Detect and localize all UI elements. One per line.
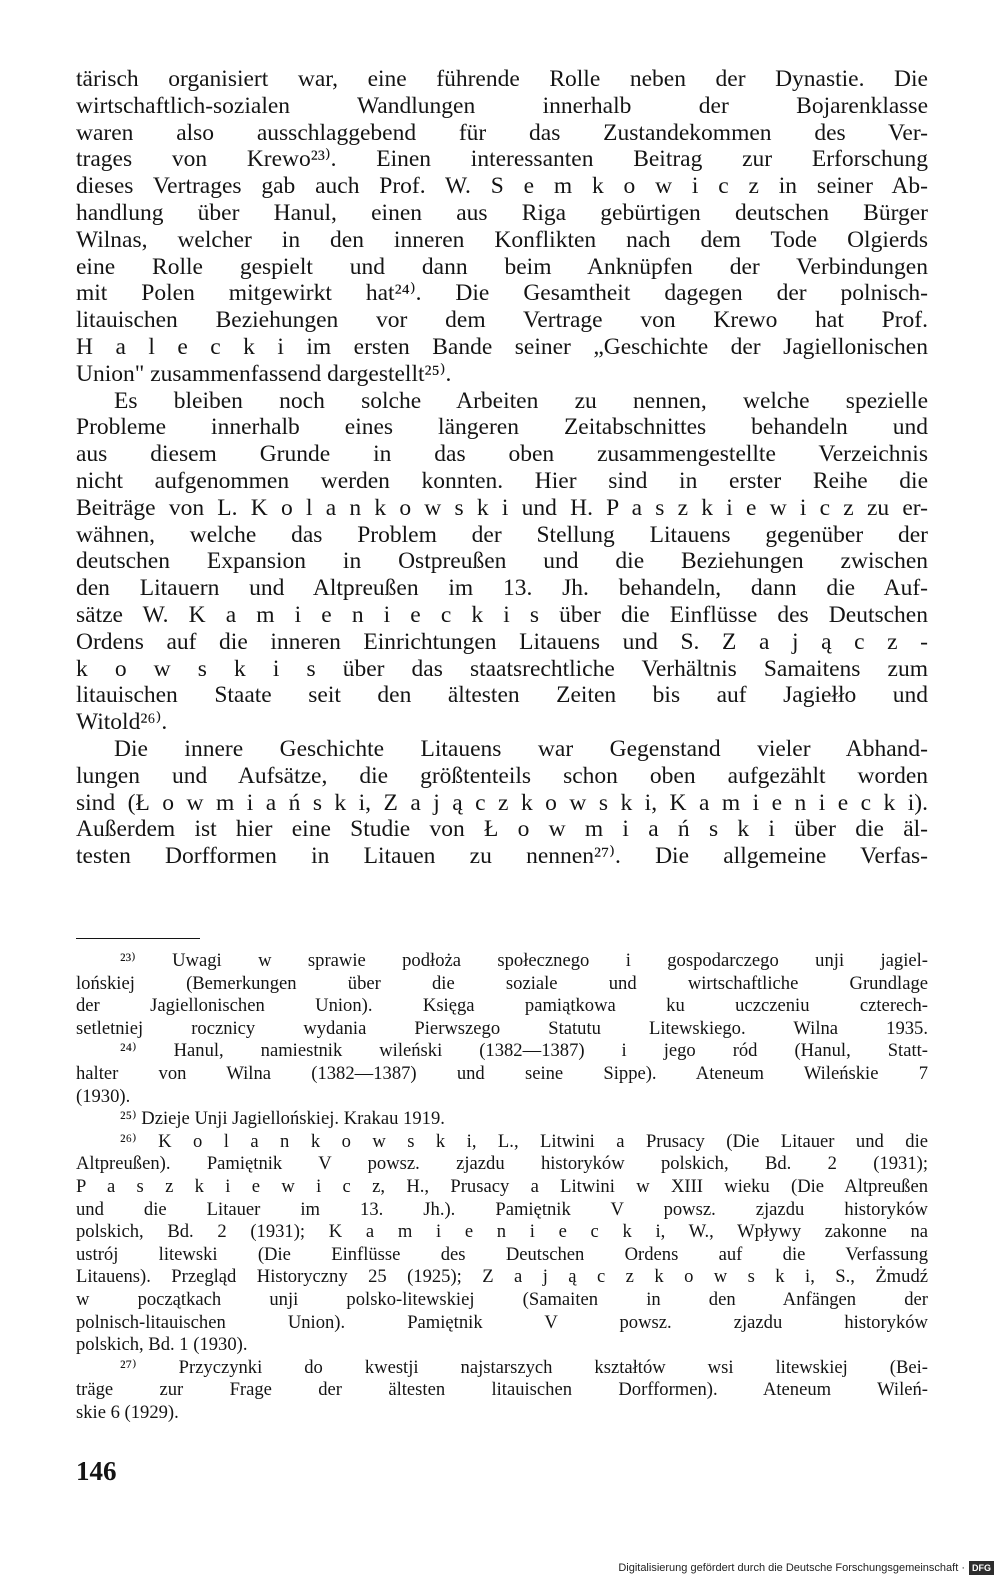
footnote-line: P a s z k i e w i c z, H., Prusacy a Litwini w XIII wieku (Die Altpreußen <box>76 1175 928 1197</box>
text-line: waren also ausschlaggebend für das Zustandekommen des Ver- <box>76 119 928 146</box>
text-line: Es bleiben noch solche Arbeiten zu nennen, welche spezielle <box>114 387 928 414</box>
digitization-credit-text: Digitalisierung gefördert durch die Deutsche Forschungsgemeinschaft · <box>618 1562 965 1574</box>
text-line: Wilnas, welcher in den inneren Konflikten nach dem Tode Olgierds <box>76 226 928 253</box>
text-line: sätze W. K a m i e n i e c k i s über die Einflüsse des Deutschen <box>76 601 928 628</box>
text-line: Außerdem ist hier eine Studie von Ł o w m i a ń s k i über die äl- <box>76 816 928 843</box>
footnote-line: halter von Wilna (1382—1387) und seine Sippe). Ateneum Wileńskie 7 <box>76 1062 928 1084</box>
text-line: sind (Ł o w m i a ń s k i, Z a j ą c z k o w s k i, K a m i e n i e c k i). <box>76 789 928 816</box>
footnote-line: polskich, Bd. 1 (1930). <box>76 1334 248 1356</box>
text-line: mit Polen mitgewirkt hat²⁴⁾. Die Gesamtheit dagegen der polnisch- <box>76 280 928 307</box>
footnote-line: ustrój litewski (Die Einflüsse des Deutschen Ordens auf die Verfassung <box>76 1243 928 1265</box>
text-line: Probleme innerhalb eines längeren Zeitabschnittes behandeln und <box>76 414 928 441</box>
footnote-line: ²⁷⁾ Przyczynki do kwestji najstarszych kształtów wsi litewskiej (Bei- <box>120 1356 928 1378</box>
text-line: Beiträge von L. K o l a n k o w s k i und H. P a s z k i e w i c z zu er- <box>76 494 928 521</box>
text-line: deutschen Expansion in Ostpreußen und die Beziehungen zwischen <box>76 548 928 575</box>
footnote-line: und die Litauer im 13. Jh.). Pamiętnik V powsz. zjazdu historyków <box>76 1198 928 1220</box>
footnotes <box>76 950 928 1424</box>
footnote-line: lońskiej (Bemerkungen über die soziale und wirtschaftliche Grundlage <box>76 972 928 994</box>
digitization-credit <box>618 1560 994 1576</box>
text-line: den Litauern und Altpreußen im 13. Jh. behandeln, dann die Auf- <box>76 575 928 602</box>
footnote-line: polnisch-litauischen Union). Pamiętnik V powsz. zjazdu historyków <box>76 1311 928 1333</box>
text-line: Die innere Geschichte Litauens war Gegenstand vieler Abhand- <box>114 735 928 762</box>
footnote-line: Altpreußen). Pamiętnik V powsz. zjazdu historyków polskich, Bd. 2 (1931); <box>76 1153 928 1175</box>
footnote-line: ²⁴⁾ Hanul, namiestnik wileński (1382—1387) i jego ród (Hanul, Statt- <box>120 1040 928 1062</box>
text-line: Witold²⁶⁾. <box>76 709 168 736</box>
text-line: tärisch organisiert war, eine führende Rolle neben der Dynastie. Die <box>76 66 928 92</box>
text-line: wähnen, welche das Problem der Stellung Litauens gegenüber der <box>76 521 928 548</box>
main-text <box>76 66 928 870</box>
text-line: Ordens auf die inneren Einrichtungen Litauens und S. Z a j ą c z - <box>76 628 928 655</box>
text-line: H a l e c k i im ersten Bande seiner „Geschichte der Jagiellonischen <box>76 333 928 360</box>
footnote-line: polskich, Bd. 2 (1931); K a m i e n i e c k i, W., Wpływy zakonne na <box>76 1221 928 1243</box>
text-line: eine Rolle gespielt und dann beim Anknüpfen der Verbindungen <box>76 253 928 280</box>
text-line: k o w s k i s über das staatsrechtliche Verhältnis Samaitens zum <box>76 655 928 682</box>
text-line: litauischen Beziehungen vor dem Vertrage von Krewo hat Prof. <box>76 307 928 334</box>
text-line: litauischen Staate seit den ältesten Zeiten bis auf Jagiełło und <box>76 682 928 709</box>
footnote-line: ²³⁾ Uwagi w sprawie podłoża społecznego i gospodarczego unji jagiel- <box>120 950 928 971</box>
footnote-line: w początkach unji polsko-litewskiej (Samaiten in den Anfängen der <box>76 1288 928 1310</box>
text-line: nicht aufgenommen werden konnten. Hier sind in erster Reihe die <box>76 467 928 494</box>
footnote-line: der Jagiellonischen Union). Księga pamiątkowa ku uczczeniu czterech- <box>76 995 928 1017</box>
text-line: dieses Vertrages gab auch Prof. W. S e m k o w i c z in seiner Ab- <box>76 173 928 200</box>
footnote-separator <box>76 938 200 939</box>
text-line: wirtschaftlich-sozialen Wandlungen innerhalb der Bojarenklasse <box>76 92 928 119</box>
text-line: aus diesem Grunde in das oben zusammengestellte Verzeichnis <box>76 441 928 468</box>
dfg-logo: DFG <box>969 1561 994 1575</box>
text-line: handlung über Hanul, einen aus Riga gebürtigen deutschen Bürger <box>76 199 928 226</box>
footnote-line: ²⁶⁾ K o l a n k o w s k i, L., Litwini a Prusacy (Die Litauer und die <box>120 1130 928 1152</box>
text-line: Union" zusammenfassend dargestellt²⁵⁾. <box>76 360 452 387</box>
footnote-line: ²⁵⁾ Dzieje Unji Jagiellońskiej. Krakau 1919. <box>120 1108 445 1130</box>
text-line: testen Dorfformen in Litauen zu nennen²⁷⁾. Die allgemeine Verfas- <box>76 843 928 870</box>
footnote-line: skie 6 (1929). <box>76 1401 179 1423</box>
text-line: trages von Krewo²³⁾. Einen interessanten Beitrag zur Erforschung <box>76 146 928 173</box>
footnote-line: Litauens). Przegląd Historyczny 25 (1925); Z a j ą c z k o w s k i, S., Żmudź <box>76 1266 928 1288</box>
page-number: 146 <box>76 1456 117 1486</box>
text-line: lungen und Aufsätze, die größtenteils schon oben aufgezählt worden <box>76 762 928 789</box>
footnote-line: träge zur Frage der ältesten litauischen Dorfformen). Ateneum Wileń- <box>76 1379 928 1401</box>
footnote-line: (1930). <box>76 1085 131 1107</box>
footnote-line: setletniej rocznicy wydania Pierwszego Statutu Litewskiego. Wilna 1935. <box>76 1017 928 1039</box>
